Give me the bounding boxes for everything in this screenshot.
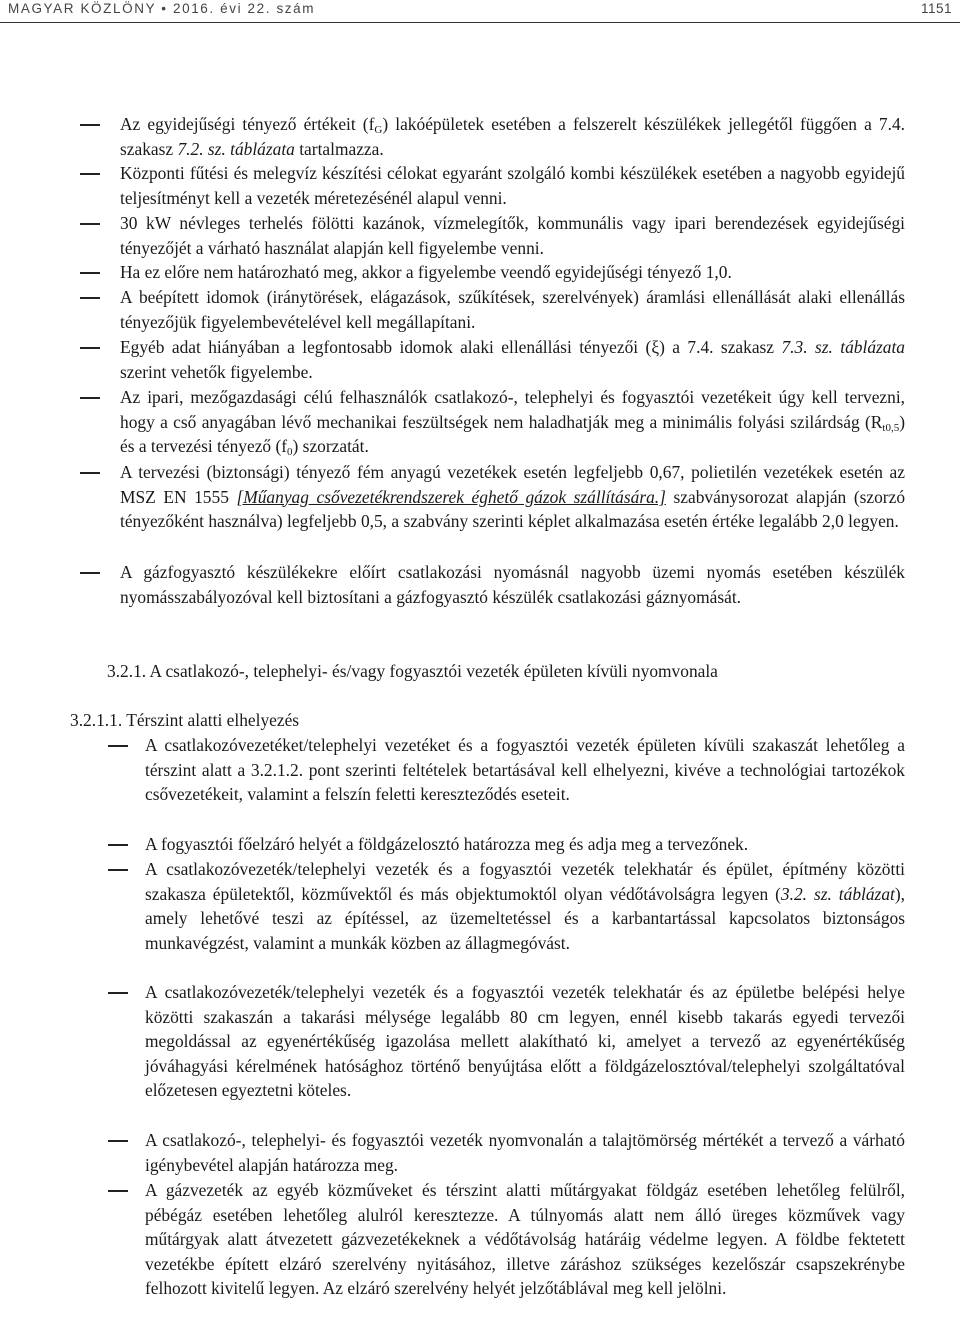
item-text: tartalmazza. bbox=[294, 138, 384, 159]
list-item bbox=[145, 733, 905, 807]
item-text: Az egyidejűségi tényező értékeit (f bbox=[120, 114, 375, 134]
list-item bbox=[120, 335, 905, 384]
item-text: A tervezési (biztonsági) tényező fém anyagú vezetékek esetén legfeljebb 0,67, polietilén vezetékek esetén az MSZ EN 1555 bbox=[120, 462, 905, 507]
header-rule bbox=[0, 22, 960, 23]
item-text: A csatlakozóvezeték/telephelyi vezeték és a fogyasztói vezeték telekhatár és az épületbe belépési helye közötti szakaszán a takarási mélysége legalább 80 cm legyen, ennél kisebb takarás egyedi tervezői megoldással az egyenértékűség igazolása mellett alakítható ki, amelyet a tervező az egyenértékűség jóváhagyási kérelmének hatósághoz történő benyújtása előtt a földgázelosztóval/telephelyi szolgáltatóval előzetesen egyeztetni köteles. bbox=[145, 982, 905, 1101]
list-item bbox=[145, 857, 905, 955]
dash-bullet bbox=[80, 173, 100, 175]
dash-bullet bbox=[80, 572, 100, 574]
item-text: Központi fűtési és melegvíz készítési célokat egyaránt szolgáló kombi készülékek esetében a nagyobb egyidejű teljesítményt kell a vezeték méretezésénél alapul venni. bbox=[120, 163, 905, 208]
dash-bullet bbox=[80, 472, 100, 474]
list-item bbox=[120, 560, 905, 609]
item-text: A beépített idomok (iránytörések, elágazások, szűkítések, szerelvények) áramlási ellenállását alaki ellenállás tényezőjük figyelembevételével kell megállapítani. bbox=[120, 287, 905, 332]
item-text: A gázfogyasztó készülékekre előírt csatlakozási nyomásnál nagyobb üzemi nyomás esetében készülék nyomásszabályozóval kell biztosítani a gázfogyasztó készülék csatlakozási gáznyomását. bbox=[120, 562, 905, 607]
dash-bullet bbox=[80, 297, 100, 299]
item-text: A csatlakozóvezetéket/telephelyi vezetéket és a fogyasztói vezeték épületen kívüli szakaszát lehetőleg a térszint alatt a 3.2.1.2. pont szerinti feltételek betartásával kell elhelyezni, kivéve a technológiai tartozékok csővezetékeit, valamint a felszín feletti kereszteződés eseteit. bbox=[145, 735, 905, 805]
publication-title: MAGYAR KÖZLÖNY bbox=[8, 1, 156, 16]
item-text: szabványsorozat alapján (szorzó tényezőként használva) legfeljebb 0,5, a szabvány szerinti képlet alkalmazása esetén értéke legalább 2,0 legyen. bbox=[120, 486, 906, 532]
dash-bullet bbox=[80, 223, 100, 225]
item-text: A gázvezeték az egyéb közműveket és térszint alatti műtárgyakat földgáz esetében lehetőleg felülről, pébégáz esetében lehetőleg alulról keresztezze. A túlnyomás alatt nem álló üreges közművek vagy műtárgyak alatt átvezetett gázvezetékeknek a védőtávolság határáig védelme legyen. A földbe fektetett vezetékbe épített elzáró szerelvény nyitásához, illetve záráshoz szükséges kezelőszár csapszekrénybe felhozott kivitelű legyen. Az elzáró szerelvény helyét jelzőtáblával meg kell jelölni. bbox=[145, 1180, 905, 1299]
list-item bbox=[145, 1178, 905, 1301]
dash-bullet bbox=[108, 992, 128, 994]
list-item bbox=[120, 211, 905, 260]
list-item bbox=[120, 285, 905, 334]
list-item bbox=[145, 832, 905, 857]
issue-number: 2016. évi 22. szám bbox=[172, 1, 316, 16]
list-item bbox=[120, 112, 905, 161]
list-item bbox=[120, 460, 905, 534]
dash-bullet bbox=[108, 844, 128, 846]
list-item bbox=[120, 161, 905, 210]
table-reference: 3.2. sz. táblázat bbox=[780, 883, 895, 904]
subscript: t0,5 bbox=[882, 421, 900, 434]
page-number: 1151 bbox=[920, 1, 952, 16]
standard-reference: [Műanyag csővezetékrendszerek éghető gázok szállítására.] bbox=[236, 486, 666, 507]
subsection-heading: 3.2.1.1. Térszint alatti elhelyezés bbox=[70, 710, 300, 730]
item-text: ), amely lehetővé teszi az építéssel, az üzemeltetéssel és a karbantartással kapcsolatos biztonságos munkavégzést, valamint a munkák közben az állagmegóvást. bbox=[145, 883, 905, 953]
list-item bbox=[120, 385, 905, 459]
dash-bullet bbox=[108, 869, 128, 871]
item-text: ) szorzatát. bbox=[292, 436, 369, 457]
list-item bbox=[145, 980, 905, 1103]
item-text: Az ipari, mezőgazdasági célú felhasználók csatlakozó-, telephelyi és fogyasztói vezetékeit úgy kell tervezni, hogy a cső anyagában lévő mechanikai feszültségek nem haladhatják meg a minimális folyási szilárdság (R bbox=[120, 387, 905, 432]
dash-bullet bbox=[80, 124, 100, 126]
item-text: A csatlakozó-, telephelyi- és fogyasztói vezeték nyomvonalán a talajtömörség mértékét a tervező a várható igénybevétel alapján határozza meg. bbox=[145, 1130, 905, 1175]
dash-bullet bbox=[80, 272, 100, 274]
dash-bullet bbox=[108, 745, 128, 747]
table-reference: 7.2. sz. táblázata bbox=[177, 138, 295, 159]
item-text: A csatlakozóvezeték/telephelyi vezeték és a fogyasztói vezeték telekhatár és épület, építmény közötti szakasza épületektől, közművektől és más objektumoktól olyan védőtávolságra legyen ( bbox=[145, 859, 905, 904]
header-left bbox=[8, 1, 315, 16]
item-text: Ha ez előre nem határozható meg, akkor a figyelembe veendő egyidejűségi tényező 1,0. bbox=[120, 262, 732, 282]
item-text: ) és a tervezési tényező (f bbox=[120, 411, 905, 457]
page-header bbox=[8, 0, 952, 20]
dash-bullet bbox=[80, 347, 100, 349]
item-text: szerint vehetők figyelembe. bbox=[120, 361, 313, 382]
header-separator: • bbox=[161, 1, 168, 16]
table-reference: 7.3. sz. táblázata bbox=[781, 337, 906, 357]
dash-bullet bbox=[108, 1190, 128, 1192]
item-text: Egyéb adat hiányában a legfontosabb idomok alaki ellenállási tényezői (ξ) a 7.4. szakasz bbox=[120, 337, 782, 357]
item-text: 30 kW névleges terhelés fölötti kazánok, vízmelegítők, kommunális vagy ipari berendezések egyidejűségi tényezőjét a várható használat alapján kell figyelembe venni. bbox=[120, 213, 905, 258]
list-item bbox=[120, 260, 905, 285]
subscript: G bbox=[374, 124, 383, 136]
dash-bullet bbox=[80, 397, 100, 399]
subscript: 0 bbox=[287, 446, 293, 459]
dash-bullet bbox=[108, 1140, 128, 1142]
section-heading: 3.2.1. A csatlakozó-, telephelyi- és/vagy fogyasztói vezeték épületen kívüli nyomvonala bbox=[107, 661, 718, 681]
item-text: A fogyasztói főelzáró helyét a földgázelosztó határozza meg és adja meg a tervezőnek. bbox=[145, 834, 749, 854]
list-item bbox=[145, 1128, 905, 1177]
item-text: ) lakóépületek esetében a felszerelt készülékek jellegétől függően a 7.4. szakasz bbox=[120, 114, 906, 159]
